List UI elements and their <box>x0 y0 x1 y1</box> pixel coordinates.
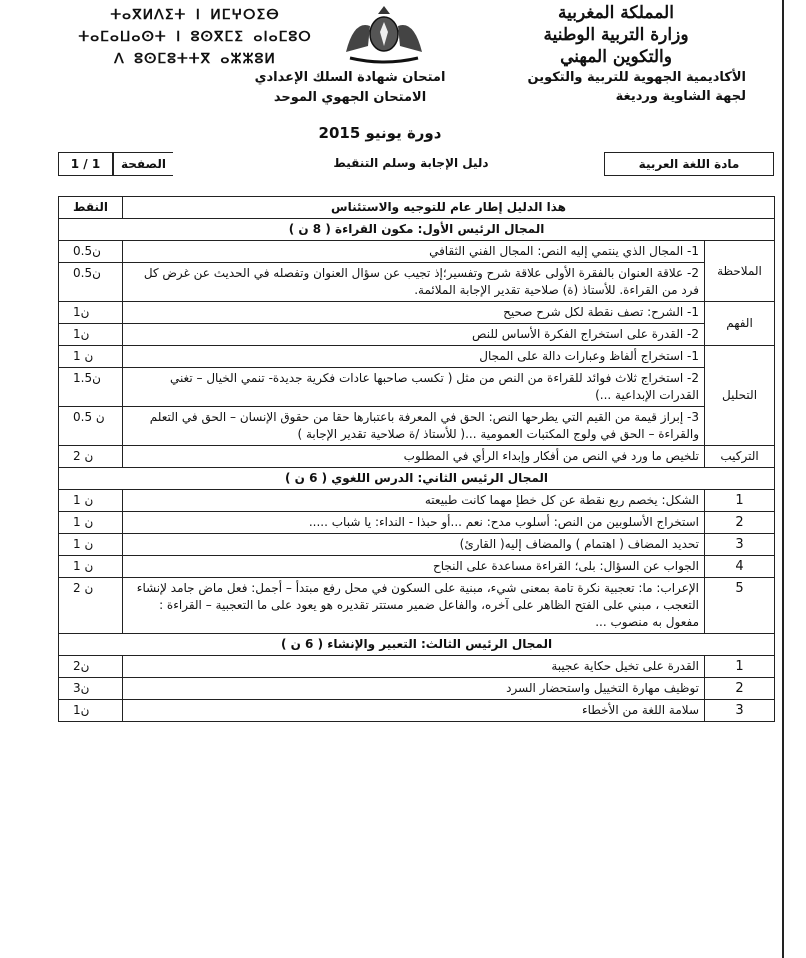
table-row <box>59 368 775 407</box>
kingdom-name: المملكة المغربية <box>558 3 674 23</box>
grading-table <box>58 196 775 722</box>
points-value: 1ن <box>59 700 123 722</box>
language-item-text: الجواب عن السؤال: بلى؛ القراءة مساعدة على النجاح <box>123 556 705 578</box>
category-observation: الملاحظة <box>705 241 775 302</box>
subject-row <box>58 152 774 176</box>
intro-text: هذا الدليل إطار عام للتوجيه والاستئناس <box>123 197 775 219</box>
tifinagh-line-1: ⵜⴰⴳⵍⴷⵉⵜ ⵏ ⵍⵎⵖⵔⵉⴱ <box>110 7 280 23</box>
language-item-text: الإعراب: ما: تعجبية نكرة تامة بمعنى شيء، مبنية على السكون في محل رفع مبتدأ – أجمل: فعل ماض جامد لإنشاء التعجب ، مبني على الفتح الظاهر على آخره، والفاعل ضمير مستتر تقديره هو يعود على ما التعجبية – القراءة : مفعول به منصوب ... <box>123 578 705 634</box>
points-value: 1 ن <box>59 346 123 368</box>
item-number: 2 <box>705 678 775 700</box>
table-row <box>59 556 775 578</box>
item-number: 4 <box>705 556 775 578</box>
exam-session: دورة يونيو 2015 <box>318 124 442 142</box>
points-value: 1 ن <box>59 512 123 534</box>
item-number: 3 <box>705 700 775 722</box>
points-value: 2 ن <box>59 578 123 634</box>
points-value: 3ن <box>59 678 123 700</box>
category-comprehension: الفهم <box>705 302 775 346</box>
tifinagh-line-3: ⴷ ⵓⵙⵎⵓⵜⵜⴳ ⴰⵣⵣⵓⵍ <box>114 51 276 67</box>
analysis-item-3: 3- إبراز قيمة من القيم التي يطرحها النص: الحق في المعرفة باعتبارها حقا من حقوق الإنسان – الحق في التعلم والقراءة – الحق في ولوج المكتبات العمومية ...( للأستاذ /ة صلاحية تقدير الإجابة ) <box>123 407 705 446</box>
section-reading-title: المجال الرئيس الأول: مكون القراءة ( 8 ن ) <box>59 219 775 241</box>
page-number: 1 / 1 <box>58 152 113 176</box>
observation-item-1: 1- المجال الذي ينتمي إليه النص: المجال الفني الثقافي <box>123 241 705 263</box>
section-header-row <box>59 634 775 656</box>
language-item-text: استخراج الأسلوبين من النص: أسلوب مدح: نعم ...أو حبذا - النداء: يا شباب ..... <box>123 512 705 534</box>
synthesis-item-1: تلخيص ما ورد في النص من أفكار وإبداء الرأي في المطلوب <box>123 446 705 468</box>
points-value: 1ن <box>59 302 123 324</box>
section-language-title: المجال الرئيس الثاني: الدرس اللغوي ( 6 ن ) <box>59 468 775 490</box>
item-number: 5 <box>705 578 775 634</box>
writing-item-text: القدرة على تخيل حكاية عجيبة <box>123 656 705 678</box>
ministry-name: وزارة التربية الوطنية <box>543 25 689 45</box>
intro-row <box>59 197 775 219</box>
item-number: 3 <box>705 534 775 556</box>
table-row <box>59 302 775 324</box>
points-value: 0.5 ن <box>59 407 123 446</box>
item-number: 1 <box>705 656 775 678</box>
academy-name: الأكاديمية الجهوية للتربية والتكوين <box>527 70 746 85</box>
points-value: 0.5ن <box>59 263 123 302</box>
writing-item-text: توظيف مهارة التخييل واستحضار السرد <box>123 678 705 700</box>
analysis-item-2: 2- استخراج ثلاث فوائد للقراءة من النص من مثل ( تكسب صاحبها عادات فكرية جديدة- تنمي الخيال – تغني القدرات الإبداعية ...) <box>123 368 705 407</box>
points-value: 1ن <box>59 324 123 346</box>
points-value: 0.5ن <box>59 241 123 263</box>
table-row <box>59 263 775 302</box>
ministry-name-line2: والتكوين المهني <box>560 47 672 67</box>
exam-type: الامتحان الجهوي الموحد <box>273 90 427 105</box>
language-item-text: تحديد المضاف ( اهتمام ) والمضاف إليه( القارئ) <box>123 534 705 556</box>
coat-of-arms-icon <box>340 2 428 64</box>
table-row <box>59 700 775 722</box>
page-label: الصفحة <box>113 152 173 176</box>
exam-title: امتحان شهادة السلك الإعدادي <box>254 70 446 85</box>
tifinagh-line-2: ⵜⴰⵎⴰⵡⴰⵙⵜ ⵏ ⵓⵙⴳⵎⵉ ⴰⵏⴰⵎⵓⵔ <box>78 29 312 45</box>
table-row <box>59 446 775 468</box>
category-analysis: التحليل <box>705 346 775 446</box>
section-writing-title: المجال الرئيس الثالث: التعبير والإنشاء ( 6 ن ) <box>59 634 775 656</box>
table-row <box>59 534 775 556</box>
table-row <box>59 324 775 346</box>
comprehension-item-2: 2- القدرة على استخراج الفكرة الأساس للنص <box>123 324 705 346</box>
subject-name: مادة اللغة العربية <box>604 152 774 176</box>
points-value: 1 ن <box>59 534 123 556</box>
item-number: 1 <box>705 490 775 512</box>
points-header: النقط <box>59 197 123 219</box>
item-number: 2 <box>705 512 775 534</box>
table-row <box>59 512 775 534</box>
table-row <box>59 490 775 512</box>
category-synthesis: التركيب <box>705 446 775 468</box>
table-row <box>59 241 775 263</box>
page-border <box>782 0 784 958</box>
section-header-row <box>59 468 775 490</box>
points-value: 1 ن <box>59 556 123 578</box>
points-value: 2 ن <box>59 446 123 468</box>
table-row <box>59 407 775 446</box>
exam-title-block <box>180 68 520 108</box>
points-value: 1.5ن <box>59 368 123 407</box>
language-item-text: الشكل: يخصم ربع نقطة عن كل خطإ مهما كانت طبيعته <box>123 490 705 512</box>
comprehension-item-1: 1- الشرح: تصف نقطة لكل شرح صحيح <box>123 302 705 324</box>
section-header-row <box>59 219 775 241</box>
points-value: 2ن <box>59 656 123 678</box>
writing-item-text: سلامة اللغة من الأخطاء <box>123 700 705 722</box>
points-value: 1 ن <box>59 490 123 512</box>
header-tifinagh <box>60 4 330 70</box>
region-name: لجهة الشاوية ورديغة <box>615 89 746 104</box>
table-row <box>59 578 775 634</box>
analysis-item-1: 1- استخراج ألفاظ وعبارات دالة على المجال <box>123 346 705 368</box>
table-row <box>59 678 775 700</box>
table-row <box>59 346 775 368</box>
observation-item-2: 2- علاقة العنوان بالفقرة الأولى علاقة شرح وتفسير؛إذ تجيب عن سؤال العنوان وتفصله في الحديث عن غرض كل فرد من القراءة. للأستاذ (ة) صلاحية تقدير الإجابة الملائمة. <box>123 263 705 302</box>
table-row <box>59 656 775 678</box>
guide-title: دليل الإجابة وسلم التنقيط <box>333 156 489 170</box>
